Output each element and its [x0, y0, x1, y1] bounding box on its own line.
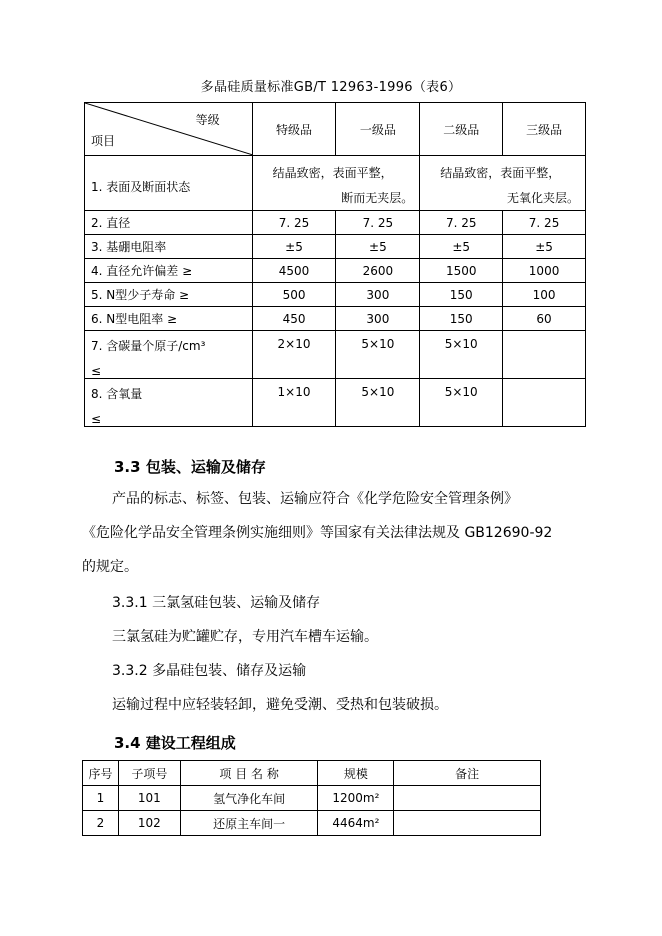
- row-label-text: ≤: [91, 364, 102, 378]
- row-label: 4. 直径允许偏差 ≥: [85, 259, 253, 283]
- table-cell: 150: [420, 307, 503, 331]
- quality-standard-table: [84, 102, 586, 427]
- table-cell: 1×10: [252, 379, 336, 427]
- paragraph-line: 的规定。: [82, 559, 138, 575]
- row-label: [85, 156, 253, 211]
- subsection-3-3-1-title: 3.3.1 三氯氢硅包装、运输及储存: [112, 595, 321, 611]
- column-header: 子项号: [118, 761, 180, 786]
- grade-header: 二级品: [420, 103, 503, 156]
- row-label: 5. N型少子寿命 ≥: [85, 283, 253, 307]
- table-cell: [394, 811, 541, 836]
- table-cell: 7. 25: [420, 211, 503, 235]
- condition-line: 断而无夹层。: [341, 191, 414, 205]
- table-row: [85, 211, 586, 235]
- row-label: 2. 直径: [85, 211, 253, 235]
- row-label: [85, 331, 253, 379]
- table-cell: 4500: [252, 259, 336, 283]
- table-row-carbon: [85, 331, 586, 379]
- row-label-text: 8. 含氧量: [91, 387, 143, 401]
- section-3-4-heading: 3.4 建设工程组成: [114, 734, 236, 752]
- section-number: 3.3: [114, 458, 141, 476]
- column-header: 序号: [83, 761, 119, 786]
- table-cell: 2×10: [252, 331, 336, 379]
- table-cell: 102: [118, 811, 180, 836]
- table-cell: 5×10: [420, 331, 503, 379]
- table-row-oxygen: [85, 379, 586, 427]
- table-cell: 500: [252, 283, 336, 307]
- table-cell: 2600: [336, 259, 420, 283]
- table-cell: [394, 786, 541, 811]
- section-3-3-heading: [114, 456, 266, 477]
- column-header: 备注: [394, 761, 541, 786]
- subsection-3-3-2-text: 运输过程中应轻装轻卸，避免受潮、受热和包装破损。: [112, 697, 448, 713]
- subsection-3-3-1-text: 三氯氢硅为贮罐贮存，专用汽车槽车运输。: [112, 629, 378, 645]
- table-cell: 还原主车间一: [180, 811, 318, 836]
- table-row: [85, 259, 586, 283]
- table-row: [85, 235, 586, 259]
- item-header-label: 项目: [91, 134, 116, 148]
- table-cell: 2: [83, 811, 119, 836]
- grade-header: 一级品: [336, 103, 420, 156]
- row-label: 3. 基硼电阻率: [85, 235, 253, 259]
- row-label-text: 1. 表面及断面状态: [91, 179, 191, 194]
- row-label-text: ≤: [91, 412, 102, 426]
- row-label: 6. N型电阻率 ≥: [85, 307, 253, 331]
- table-cell: ±5: [503, 235, 586, 259]
- table-cell: 300: [336, 283, 420, 307]
- table-cell: 150: [420, 283, 503, 307]
- table-header-row: [83, 761, 541, 786]
- table-cell: 7. 25: [503, 211, 586, 235]
- table-cell: 1000: [503, 259, 586, 283]
- table-cell: [503, 331, 586, 379]
- surface-condition-high: [252, 156, 420, 211]
- table-cell: 5×10: [420, 379, 503, 427]
- project-composition-table: [82, 760, 541, 836]
- table-cell: 5×10: [336, 331, 420, 379]
- paragraph-line: 产品的标志、标签、包装、运输应符合《化学危险安全管理条例》: [112, 491, 518, 507]
- table-cell: 1500: [420, 259, 503, 283]
- table-cell: 450: [252, 307, 336, 331]
- table-row: [83, 786, 541, 811]
- table-row: [83, 811, 541, 836]
- table-cell: 氢气净化车间: [180, 786, 318, 811]
- grade-header-label: 等级: [195, 113, 220, 127]
- paragraph-line: 《危险化学品安全管理条例实施细则》等国家有关法律法规及 GB12690-92: [82, 525, 553, 541]
- table-cell: 1: [83, 786, 119, 811]
- grade-header: 三级品: [503, 103, 586, 156]
- table-row: [85, 283, 586, 307]
- column-header: 规模: [318, 761, 394, 786]
- table-cell: 101: [118, 786, 180, 811]
- table-cell: ±5: [336, 235, 420, 259]
- table-row: [85, 307, 586, 331]
- table-cell: 1200m²: [318, 786, 394, 811]
- table-cell: 4464m²: [318, 811, 394, 836]
- column-header: 项 目 名 称: [180, 761, 318, 786]
- table-cell: 5×10: [336, 379, 420, 427]
- table-cell: [503, 379, 586, 427]
- row-label-text: 7. 含碳量个原子/cm³: [91, 339, 206, 353]
- table-header-row: [85, 103, 586, 156]
- table-row-surface: [85, 156, 586, 211]
- condition-line: 无氧化夹层。: [506, 191, 579, 205]
- table-cell: 100: [503, 283, 586, 307]
- grade-header: 特级品: [252, 103, 336, 156]
- table-cell: 7. 25: [252, 211, 336, 235]
- surface-condition-low: [420, 156, 586, 211]
- table6-caption: 多晶硅质量标准GB/T 12963-1996（表6）: [200, 80, 462, 95]
- condition-line: 结晶致密，表面平整，: [440, 166, 561, 180]
- section-title: 包装、运输及储存: [145, 458, 266, 476]
- table-cell: 300: [336, 307, 420, 331]
- condition-line: 结晶致密，表面平整，: [272, 166, 393, 180]
- table-cell: ±5: [420, 235, 503, 259]
- table-cell: ±5: [252, 235, 336, 259]
- subsection-3-3-2-title: 3.3.2 多晶硅包装、储存及运输: [112, 663, 307, 679]
- diagonal-header-cell: [85, 103, 253, 156]
- table-cell: 60: [503, 307, 586, 331]
- table-cell: 7. 25: [336, 211, 420, 235]
- row-label: [85, 379, 253, 427]
